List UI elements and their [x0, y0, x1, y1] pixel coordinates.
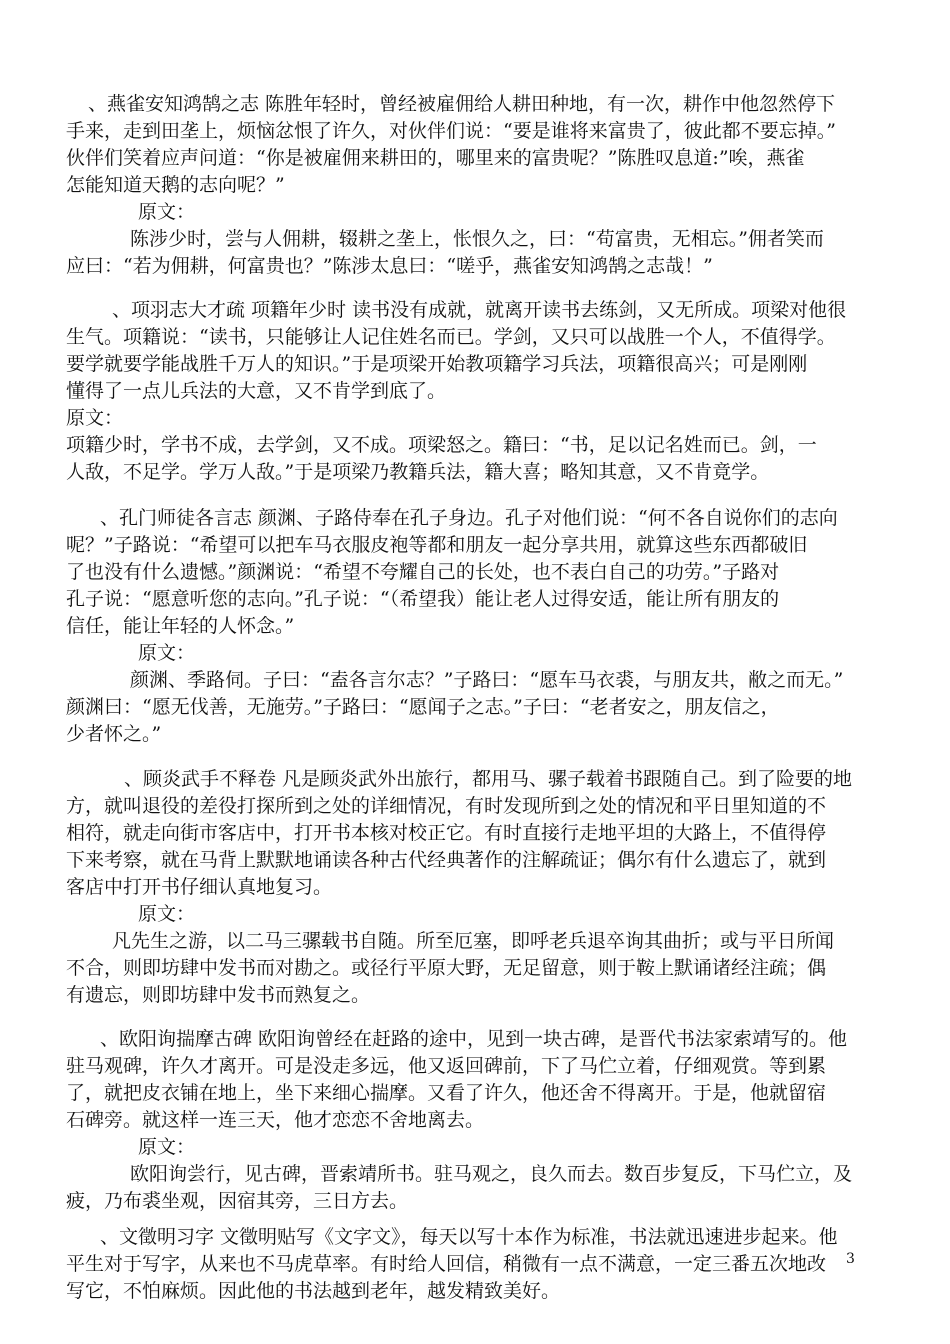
text-line: 凡先生之游，以二马三骡载书自随。所至厄塞，即呼老兵退卒询其曲折；或与平日所闻: [112, 930, 835, 952]
text-line: 、顾炎武手不释卷 凡是顾炎武外出旅行，都用马、骡子载着书跟随自己。到了险要的地: [124, 768, 853, 790]
text-line: 少者怀之。”: [66, 723, 162, 745]
text-line: 石碑旁。就这样一连三天，他才恋恋不舍地离去。: [66, 1109, 485, 1131]
text-line: 呢？”子路说：“希望可以把车马衣服皮袍等都和朋友一起分享共用，就算这些东西都破旧: [66, 534, 808, 556]
text-line: 生气。项籍说：“读书，只能够让人记住姓名而已。学剑，又只可以战胜一个人，不值得学。: [66, 326, 836, 348]
text-line: 原文：: [138, 201, 196, 223]
text-line: 原文：: [66, 407, 124, 429]
text-line: 原文：: [138, 642, 196, 664]
text-line: 怎能知道天鹅的志向呢？”: [66, 174, 285, 196]
text-line: 不合，则即坊肆中发书而对勘之。或径行平原大野，无足留意，则于鞍上默诵诸经注疏；偶: [66, 957, 827, 979]
text-line: 了，就把皮衣铺在地上，坐下来细心揣摩。又看了许久，他还舍不得离开。于是，他就留宿: [66, 1082, 827, 1104]
text-line: 下来考察，就在马背上默默地诵读各种古代经典著作的注解疏证；偶尔有什么遗忘了，就到: [66, 849, 827, 871]
text-line: 应曰：“若为佣耕，何富贵也？”陈涉太息曰：“嗟乎，燕雀安知鸿鹄之志哉！”: [66, 255, 713, 277]
text-line: 了也没有什么遗憾。”颜渊说：“希望不夸耀自己的长处，也不表白自己的功劳。”子路对: [66, 561, 780, 583]
page-number: 3: [846, 1251, 855, 1267]
text-line: 、孔门师徒各言志 颜渊、子路侍奉在孔子身边。孔子对他们说：“何不各自说你们的志向: [100, 507, 838, 529]
text-line: 项籍少时，学书不成，去学剑，又不成。项梁怒之。籍曰：“书，足以记名姓而已。剑，一: [66, 434, 817, 456]
text-line: 写它，不怕麻烦。因此他的书法越到老年，越发精致美好。: [66, 1280, 561, 1302]
text-line: 客店中打开书仔细认真地复习。: [66, 876, 333, 898]
text-line: 要学就要学能战胜千万人的知识。”于是项梁开始教项籍学习兵法，项籍很高兴；可是刚刚: [66, 353, 808, 375]
text-line: 原文：: [138, 903, 196, 925]
text-line: 、文徵明习字 文徵明贴写《文字文》，每天以写十本作为标准，书法就迅速进步起来。他: [100, 1226, 838, 1248]
text-line: 、项羽志大才疏 项籍年少时 读书没有成就，就离开读书去练剑，又无所成。项梁对他很: [112, 299, 847, 321]
text-line: 陈涉少时，尝与人佣耕，辍耕之垄上，怅恨久之，曰：“苟富贵，无相忘。”佣者笑而: [130, 228, 824, 250]
text-line: 驻马观碑，许久才离开。可是没走多远，他又返回碑前，下了马伫立着，仔细观赏。等到累: [66, 1055, 827, 1077]
text-line: 孔子说：“愿意听您的志向。”孔子说：“（希望我）能让老人过得安适，能让所有朋友的: [66, 588, 780, 610]
text-line: 颜渊、季路伺。子曰：“盍各言尔志？”子路曰：“愿车马衣裘，与朋友共，敝之而无。”: [130, 669, 844, 691]
text-line: 、燕雀安知鸿鹄之志 陈胜年轻时，曾经被雇佣给人耕田种地，有一次，耕作中他忽然停下: [88, 93, 836, 115]
text-line: 欧阳询尝行，见古碑，晋索靖所书。驻马观之，良久而去。数百步复反，下马伫立，及: [130, 1163, 853, 1185]
text-line: 人敌，不足学。学万人敌。”于是项梁乃教籍兵法，籍大喜；略知其意，又不肯竟学。: [66, 461, 770, 483]
text-line: 平生对于写字，从来也不马虎草率。有时给人回信，稍微有一点不满意，一定三番五次地改: [66, 1253, 827, 1275]
text-line: 方，就叫退役的差役打探所到之处的详细情况，有时发现所到之处的情况和平日里知道的不: [66, 795, 827, 817]
text-line: 颜渊曰：“愿无伐善，无施劳。”子路曰：“愿闻子之志。”子曰：“老者安之，朋友信之，: [66, 696, 780, 718]
text-line: 手来，走到田垄上，烦恼忿恨了许久，对伙伴们说：“要是谁将来富贵了，彼此都不要忘掉。”: [66, 120, 836, 142]
text-line: 信任，能让年轻的人怀念。”: [66, 615, 295, 637]
text-line: 懂得了一点儿兵法的大意，又不肯学到底了。: [66, 380, 447, 402]
text-line: 、欧阳询揣摩古碑 欧阳询曾经在赶路的途中，见到一块古碑，是晋代书法家索靖写的。他: [100, 1028, 848, 1050]
text-line: 有遗忘，则即坊肆中发书而熟复之。: [66, 984, 371, 1006]
text-line: 疲，乃布裘坐观，因宿其旁，三日方去。: [66, 1190, 409, 1212]
text-line: 相符，就走向街市客店中，打开书本核对校正它。有时直接行走地平坦的大路上，不值得停: [66, 822, 827, 844]
text-line: 伙伴们笑着应声问道：“你是被雇佣来耕田的，哪里来的富贵呢？”陈胜叹息道:”唉，燕雀: [66, 147, 805, 169]
text-line: 原文：: [138, 1136, 196, 1158]
